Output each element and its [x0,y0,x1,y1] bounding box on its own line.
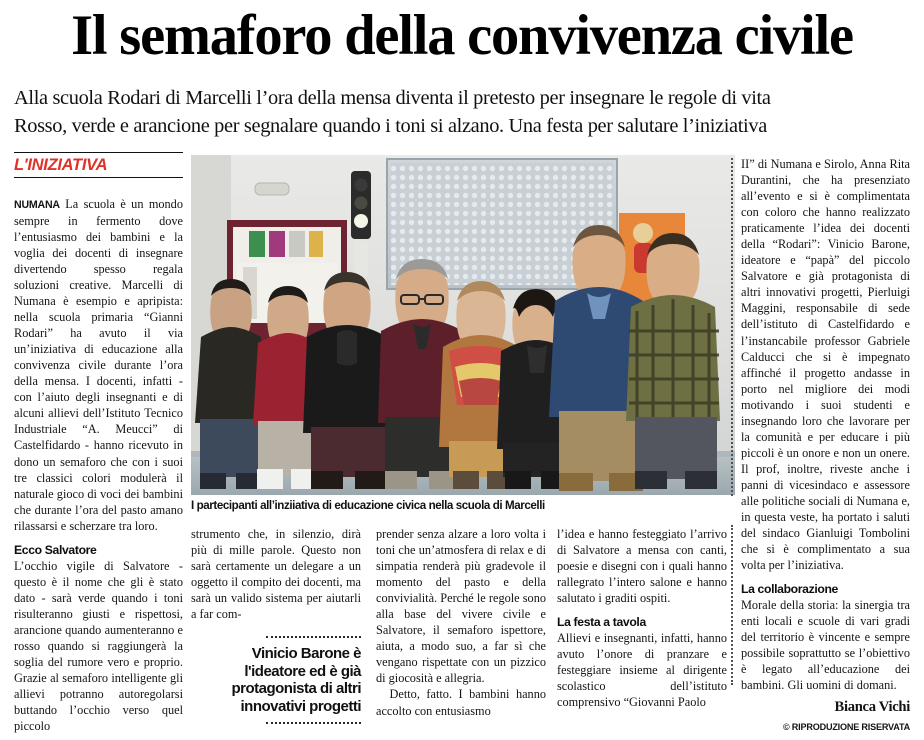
pullquote-text: Vinicio Barone è l'ideatore ed è già protagonista di altri innovativi progetti [231,645,361,716]
c4-paragraph-2: Allievi e insegnanti, infatti, hanno avuto l’onore di pranzare e festeggiare insieme al dirigente scolastico dell’istituto comprensivo “Giovanni Paolo [557,631,727,710]
c5-paragraph-1: II” di Numana e Sirolo, Anna Rita Durantini, che ha presenziato all’evento e si è complimentata con coloro che hanno realizzato praticamente l’idea dei docenti della “Rodari”: Vinicio Barone, ideatore e “papà” del piccolo Salvatore e già protagonista di altri innovativi progetti, Pierluigi Maggini, responsabile di sede dell’istituto di Castelfidardo e l’instancabile professor Gabriele Calducci che si è impegnato affinché il progetto andasse in porto nel migliore dei modi motivando i suoi studenti e insegnando loro che lavorare per la comunità e per educare i più piccoli è un onore e non un onere. Il prof, inoltre, riveste anche i panni di vicesindaco e assessore alle politiche sociali di Numana e, in questa veste, ha portato i saluti del sindaco Gianluigi Tombolini che si è complimentato a sua volta per l’iniziativa. [741,157,910,573]
pullquote-rule-bottom [266,722,361,724]
c2-body: strumento che, in silenzio, dirà più di mille parole. Questo non sarà certamente un delegare a un oggetto il compito dei docenti, ma sarà un valido sistema per aiutarli a far com- [191,527,361,622]
column-1 [14,196,183,734]
subhead-ecco-salvatore: Ecco Salvatore [14,542,97,557]
subheadline-line-2: Rosso, verde e arancione per segnalare quando i toni si alzano. Una festa per salutare l’iniziativa [14,115,767,138]
column-5 [741,156,910,733]
page-title: Il semaforo della convivenza civile [71,4,853,67]
copyright-notice: © RIPRODUZIONE RISERVATA [782,721,910,732]
byline: Bianca Vichi [834,698,910,715]
lead-text: La scuola è un mondo sempre in fermento dove l’entusiasmo dei bambini e la voglia dei docenti di insegnare divertendo spesso regala soluzioni creative. Marcelli di Numana è esempio e apripista: nella scuola primaria “Gianni Rodari” ha avuto il via un’iniziativa di educazione alla convivenza civile durante l’ora della mensa. I docenti, infatti - con l’aiuto degli insegnanti e di alcuni allievi dell’Istituto Tecnico Industriale “A. Meucci” di Castelfidardo - hanno ricevuto in dono un semaforo che con i suoi tre classici colori modulerà il naturale gioco di voci dei bambini che durante l’ora del pasto amano rilassarsi e scherzare tra loro. [14,197,183,533]
c5-paragraph-2: Morale della storia: la sinergia tra enti locali e scuole di vari gradi del territorio è vincente e sempre possibile soprattutto se l’obiettivo è legato all’educazione dei bambini. Gli uomini di domani. [741,598,910,693]
c3-paragraph-2: Detto, fatto. I bambini hanno accolto con entusiasmo [376,687,546,718]
column-3 [376,526,546,719]
c4-paragraph-1: l’idea e hanno festeggiato l’arrivo di Salvatore a mensa con canti, poesie e disegni con i quali hanno rallegrato l’intero salone e hanno salutato i graditi ospiti. [557,527,727,606]
column-2 [191,526,361,622]
photo-caption: I partecipanti all’inziiativa di educazione civica nella scuola di Marcelli [191,499,545,512]
section-kicker [14,152,183,178]
article-photo [191,155,735,495]
kicker-rule-bottom [14,177,183,178]
c3-paragraph-1: prender senza alzare a loro volta i toni che un’atmosfera di relax e di simpatia renderà più gradevole il momento del pasto e della convivialità. Perché le regole sono alla base del vivere civile e Salvatore, il semaforo ispettore, aiuta, a modo suo, a far sì che vengano rispettate con un pizzico di giocosità e allegria. [376,527,546,686]
dateline: NUMANA [14,199,60,211]
kicker-label: L'INIZIATIVA [14,156,108,175]
column-divider-bottom [731,525,733,685]
subheadline [14,84,912,140]
subheadline-line-1: Alla scuola Rodari di Marcelli l’ora della mensa diventa il pretesto per insegnare le regole di vita [14,87,771,109]
subhead-la-collaborazione: La collaborazione [741,582,838,597]
subhead-la-festa-a-tavola: La festa a tavola [557,615,646,630]
column-divider-top [731,158,733,496]
group-photo-illustration [191,155,735,495]
lead-paragraph [14,196,183,534]
column-4 [557,526,727,711]
c1-body: L’occhio vigile di Salvatore - questo è il nome che gli è stato dato - sarà verde quando i toni risulteranno giusti e rispettosi, arancione quando aumenteranno e rosso quando si raggiungerà la soglia del rumore vero e proprio. Grazie al semaforo intelligente gli allievi potranno autoregolarsi buttando l’occhio verso quel piccolo [14,558,183,734]
pull-quote [191,636,361,724]
